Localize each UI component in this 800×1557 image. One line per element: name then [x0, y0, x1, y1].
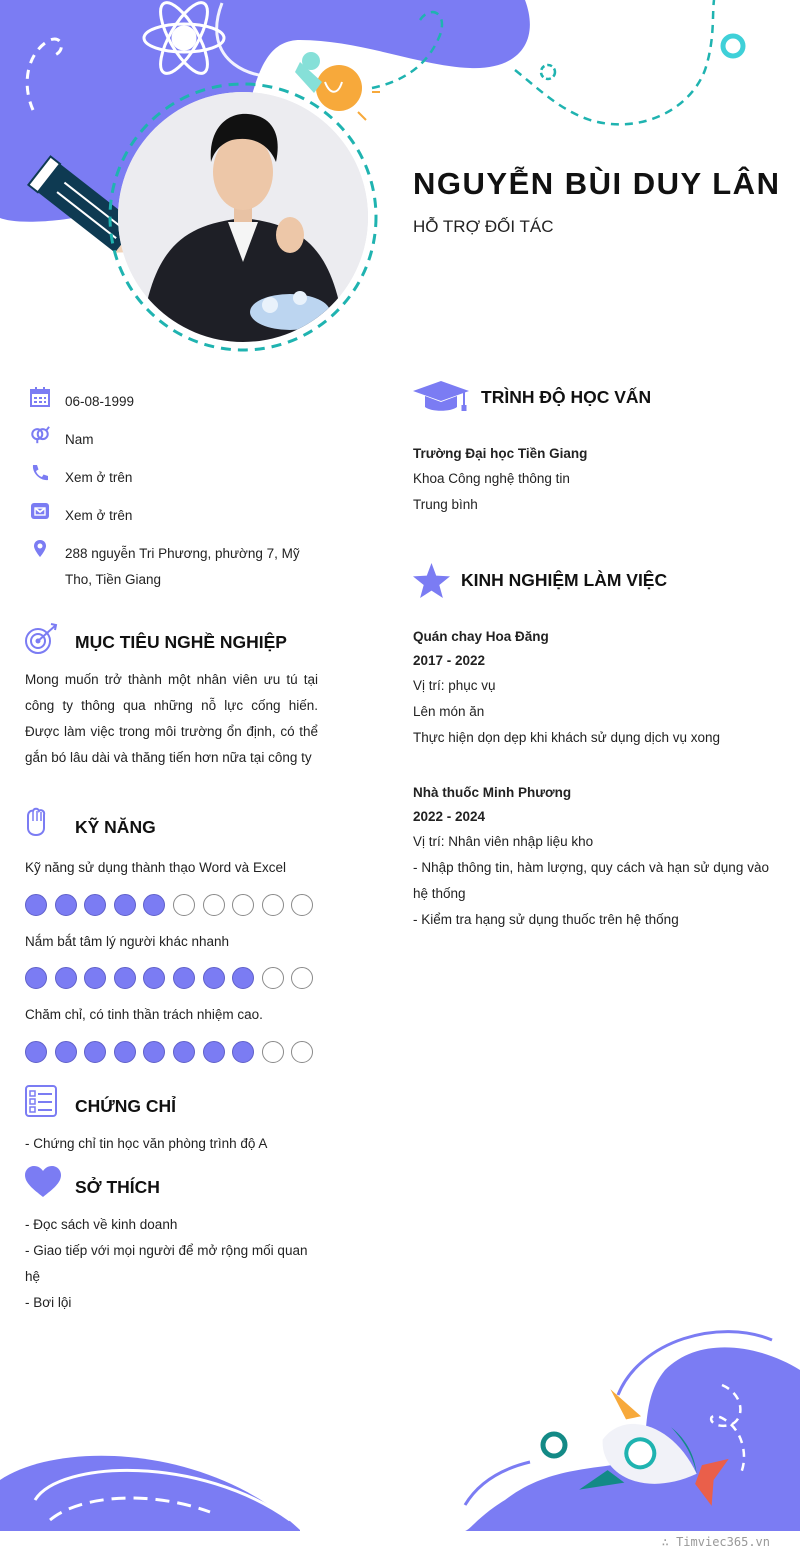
calendar-icon [30, 387, 50, 407]
email-value: Xem ở trên [65, 508, 133, 523]
footer-brand: ∴ Timviec365.vn [661, 1535, 770, 1549]
rating-dot-filled [114, 967, 136, 989]
grade: Trung bình [413, 497, 478, 512]
address-value: 288 nguyễn Tri Phương, phường 7, Mỹ Tho, Tiền Giang [65, 546, 300, 587]
job-detail: Thực hiện dọn dẹp khi khách sử dụng dịch vụ xong [413, 730, 721, 745]
rating-dot-filled [25, 1041, 47, 1063]
job-detail: - Kiểm tra hạng sử dụng thuốc trên hệ thống [413, 912, 679, 927]
rating-dot-empty [232, 894, 254, 916]
phone-value: Xem ở trên [65, 470, 133, 485]
rating-dot-filled [25, 894, 47, 916]
rating-dot-filled [84, 1041, 106, 1063]
phone-icon [30, 463, 50, 483]
candidate-name: NGUYỄN BÙI DUY LÂN [413, 166, 781, 201]
target-icon [25, 622, 59, 656]
school-name: Trường Đại học Tiền Giang [413, 446, 588, 461]
graduation-cap-icon [413, 380, 469, 414]
rating-dot-filled [55, 894, 77, 916]
skill-name: Kỹ năng sử dụng thành thạo Word và Excel [25, 860, 286, 875]
checklist-icon [25, 1085, 57, 1117]
rating-dot-empty [262, 1041, 284, 1063]
job-detail: Vị trí: Nhân viên nhập liệu kho [413, 834, 594, 849]
rating-dot-filled [203, 967, 225, 989]
skill-rating [25, 967, 313, 989]
objective-text: Mong muốn trở thành một nhân viên ưu tú tại công ty thông qua những nỗ lực cống hiến. Được làm việc trong môi trường ổn định, có thể gắn bó lâu dài và thăng tiến hơn nữa tại công ty [25, 672, 318, 765]
hobby-item: - Giao tiếp với mọi người để mở rộng mối quan hệ [25, 1243, 308, 1284]
birthday-value: 06-08-1999 [65, 394, 135, 409]
rating-dot-filled [55, 967, 77, 989]
hobby-item: - Bơi lội [25, 1295, 72, 1310]
rating-dot-filled [84, 894, 106, 916]
skill-name: Nắm bắt tâm lý người khác nhanh [25, 934, 229, 949]
job-position: HỖ TRỢ ĐỐI TÁC [413, 217, 554, 236]
location-icon [30, 539, 50, 559]
job-detail: Lên món ăn [413, 704, 485, 719]
rating-dot-filled [232, 967, 254, 989]
hobby-item: - Đọc sách về kinh doanh [25, 1217, 178, 1232]
certificate-item: - Chứng chỉ tin học văn phòng trình độ A [25, 1136, 268, 1151]
job-period: 2022 - 2024 [413, 809, 486, 824]
experience-title: KINH NGHIỆM LÀM VIỆC [461, 570, 668, 590]
rating-dot-empty [291, 894, 313, 916]
rating-dot-filled [55, 1041, 77, 1063]
heart-icon [25, 1166, 61, 1198]
rating-dot-filled [84, 967, 106, 989]
rating-dot-empty [262, 894, 284, 916]
rating-dot-filled [232, 1041, 254, 1063]
rating-dot-filled [114, 894, 136, 916]
job-detail: Vị trí: phục vụ [413, 678, 496, 693]
rating-dot-empty [203, 894, 225, 916]
rating-dot-filled [143, 894, 165, 916]
job-period: 2017 - 2022 [413, 653, 486, 668]
rating-dot-filled [143, 1041, 165, 1063]
rating-dot-empty [291, 967, 313, 989]
company-name: Nhà thuốc Minh Phương [413, 785, 572, 800]
rating-dot-filled [203, 1041, 225, 1063]
rating-dot-filled [114, 1041, 136, 1063]
skill-rating [25, 894, 313, 916]
gender-value: Nam [65, 432, 94, 447]
faculty: Khoa Công nghệ thông tin [413, 471, 570, 486]
skill-name: Chăm chỉ, có tinh thần trách nhiệm cao. [25, 1007, 263, 1022]
rating-dot-empty [173, 894, 195, 916]
skills-title: KỸ NĂNG [75, 817, 156, 837]
rating-dot-filled [173, 1041, 195, 1063]
certificates-title: CHỨNG CHỈ [75, 1096, 177, 1116]
lightbulb-icon [295, 52, 380, 120]
education-title: TRÌNH ĐỘ HỌC VẤN [481, 387, 652, 407]
skill-rating [25, 1041, 313, 1063]
rating-dot-filled [25, 967, 47, 989]
rating-dot-empty [262, 967, 284, 989]
job-detail: - Nhập thông tin, hàm lượng, quy cách và hạn sử dụng vào hệ thống [413, 860, 769, 901]
rating-dot-filled [143, 967, 165, 989]
rating-dot-filled [173, 967, 195, 989]
email-icon [30, 501, 50, 521]
company-name: Quán chay Hoa Đăng [413, 629, 549, 644]
gender-icon [30, 425, 50, 445]
hobbies-title: SỞ THÍCH [75, 1177, 160, 1197]
rating-dot-empty [291, 1041, 313, 1063]
fist-icon [25, 806, 47, 838]
objective-title: MỤC TIÊU NGHỀ NGHIỆP [75, 632, 287, 652]
star-icon [413, 563, 450, 598]
